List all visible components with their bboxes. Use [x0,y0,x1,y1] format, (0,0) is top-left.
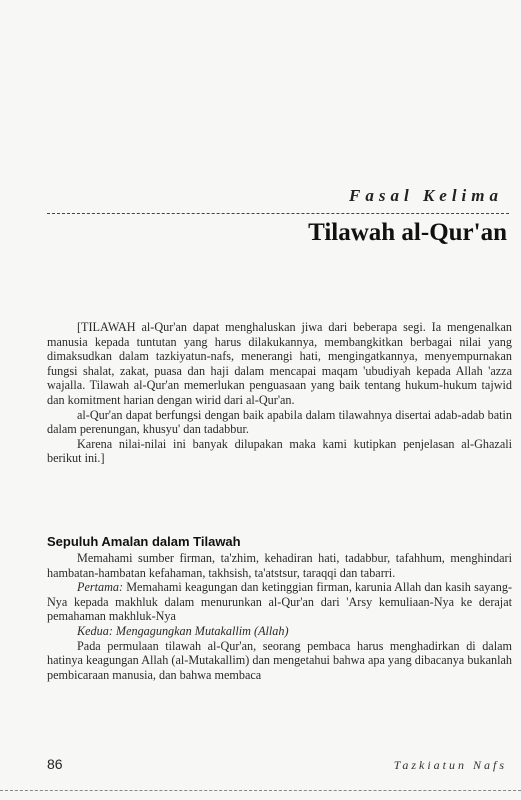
section-subheading: Kedua: Mengagungkan Mutakallim (Allah) [77,623,289,638]
bottom-divider [0,790,521,791]
chapter-label: Fasal Kelima [349,186,503,205]
intro-paragraph: al-Qur'an dapat berfungsi dengan baik apabila dalam tilawahnya disertai adab-adab batin dalam perenungan, khusyu' dan tadabbur. [47,407,512,437]
page-number: 86 [47,756,63,772]
intro-paragraph: Karena nilai-nilai ini banyak dilupakan maka kami kutipkan penjelasan al-Ghazali berikut ini.] [47,436,512,466]
chapter-divider [47,213,509,214]
pertama-text: Memahami keagungan dan ketinggian firman, karunia Allah dan kasih sayang-Nya kepada makhluk dalam menurunkan al-Qur'an dari 'Arsy kemuliaan-Nya ke derajat pemahaman makhluk-Nya [47,580,512,624]
intro-text [47,320,512,466]
section-paragraph-pertama [47,580,512,624]
intro-paragraph: [TILAWAH al-Qur'an dapat menghaluskan jiwa dari beberapa segi. Ia mengenalkan manusia kepada tuntutan yang harus dilakukannya, membangkitkan berbagai nilai yang dimaksudkan dalam tazkiyatun-nafs, menerangi hati, mengingatkannya, menyempurnakan fungsi shalat, zakat, puasa dan haji dalam mencapai maqam 'ubudiyah kepada Allah 'azza wajalla. Tilawah al-Qur'an memerlukan penguasaan yang baik tentang hukum-hukum tajwid dan komitment harian dengan wirid dari al-Qur'an. [47,320,512,407]
running-footer: Tazkiatun Nafs [393,758,507,772]
section-paragraph: Pada permulaan tilawah al-Qur'an, seorang pembaca harus menghadirkan di dalam hatinya keagungan Allah (al-Mutakallim) dan mengetahui bahwa apa yang dibacanya bukanlah pembicaraan manusia, dan bahwa membaca [47,638,512,682]
section-body [47,551,512,682]
section-paragraph: Memahami sumber firman, ta'zhim, kehadiran hati, tadabbur, tafahhum, menghindari hambatan-hambatan kefahaman, takhsish, ta'atstsur, taraqqi dan tabarri. [47,551,512,580]
chapter-title: Tilawah al-Qur'an [308,219,507,246]
pertama-label: Pertama: [77,580,124,595]
section-heading: Sepuluh Amalan dalam Tilawah [47,534,241,549]
